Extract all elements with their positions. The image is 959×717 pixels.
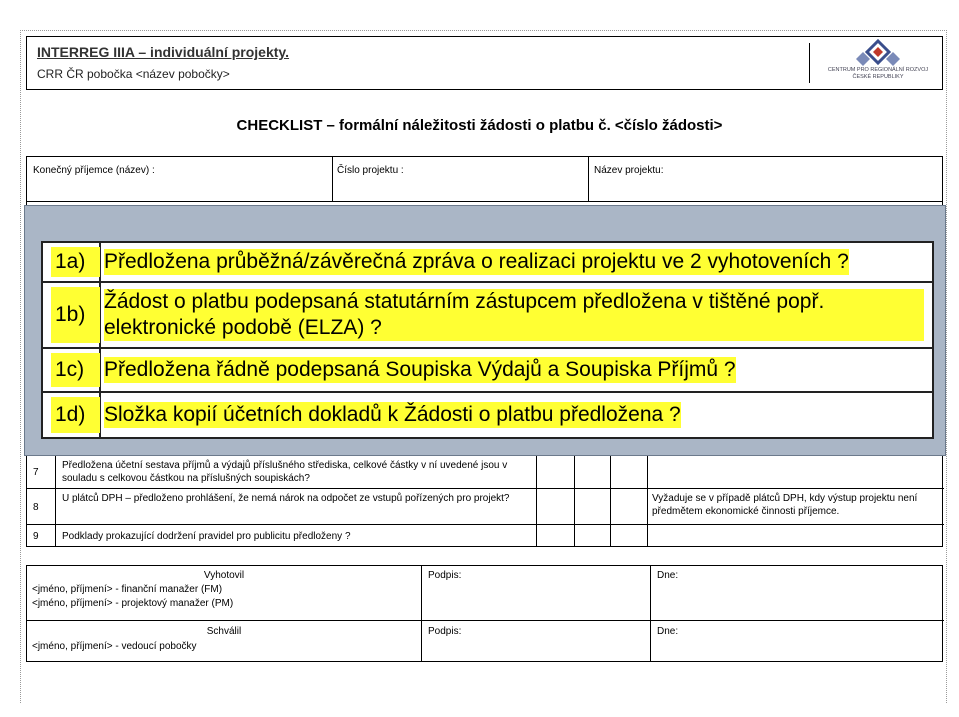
sig-row-line — [27, 620, 944, 621]
sig-col-2 — [650, 566, 651, 661]
item-number: 1a) — [51, 247, 100, 277]
info-divider-2 — [588, 157, 589, 201]
item-text-span: Žádost o platbu podepsaná statutárním zástupcem předložena v tištěné popř. elektronické podobě (ELZA) ? — [104, 289, 924, 341]
item-number: 1c) — [51, 353, 100, 387]
date-label-1: Dne: — [657, 570, 679, 581]
logo-text: CENTRUM PRO REGIONÁLNÍ ROZVOJ ČESKÉ REPUBLIKY — [827, 67, 929, 80]
approved-head: <jméno, příjmení> - vedoucí pobočky — [32, 641, 197, 652]
page-border-top — [20, 30, 947, 31]
highlight-row-1a — [43, 243, 932, 283]
prepared-pm: <jméno, příjmení> - projektový manažer (PM) — [32, 598, 234, 609]
row-line-2 — [27, 524, 944, 525]
highlight-row-1c — [43, 349, 932, 393]
header-subtitle: CRR ČR pobočka <název pobočky> — [37, 67, 230, 81]
approved-by-label: Schválil — [206, 626, 242, 637]
date-label-2: Dne: — [657, 626, 679, 637]
col-line-c — [610, 456, 611, 546]
crr-logo-icon — [823, 39, 933, 69]
info-row — [26, 156, 943, 202]
highlight-overlay — [24, 205, 946, 456]
item-text — [104, 287, 924, 343]
highlight-row-1d — [43, 393, 932, 437]
info-divider-1 — [332, 157, 333, 201]
project-number-label: Číslo projektu : — [337, 165, 404, 176]
item-text-span: Předložena řádně podepsaná Soupiska Výdajů a Soupiska Příjmů ? — [104, 358, 736, 381]
prepared-by-label: Vyhotovil — [203, 570, 245, 581]
signature-table — [26, 565, 943, 662]
item-text — [104, 353, 924, 387]
prepared-fm: <jméno, příjmení> - finanční manažer (FM) — [32, 584, 223, 595]
checklist-table — [26, 456, 943, 547]
row-9-text: Podklady prokazující dodržení pravidel pro publicitu předloženy ? — [62, 531, 351, 542]
row-line-1 — [27, 488, 944, 489]
row-8-number: 8 — [33, 502, 39, 513]
item-text-span: Složka kopií účetních dokladů k Žádosti o platbu předložena ? — [104, 403, 681, 426]
col-line-a — [536, 456, 537, 546]
col-line-num — [55, 456, 56, 546]
signature-label-1: Podpis: — [428, 570, 462, 581]
recipient-label: Konečný příjemce (název) : — [33, 165, 155, 176]
row-7-text: Předložena účetní sestava příjmů a výdajů příslušného střediska, celkové částky v ní uvedené jsou v souladu s celkovou částkou na příslušných soupiskách? — [62, 460, 508, 484]
project-name-label: Název projektu: — [594, 165, 664, 176]
item-text-span: Předložena průběžná/závěrečná zpráva o realizaci projektu ve 2 vyhotoveních ? — [104, 250, 849, 273]
row-9-number: 9 — [33, 531, 39, 542]
highlight-row-1b — [43, 283, 932, 349]
checklist-title: CHECKLIST – formální náležitosti žádosti o platbu č. <číslo žádosti> — [236, 117, 723, 134]
crr-logo — [823, 39, 933, 87]
item-number: 1d) — [51, 397, 100, 433]
sig-col-1 — [421, 566, 422, 661]
signature-label-2: Podpis: — [428, 626, 462, 637]
row-8-note: Vyžaduje se v případě plátců DPH, kdy výstup projektu není předmětem ekonomické činnosti příjemce. — [652, 493, 918, 517]
col-line-b — [574, 456, 575, 546]
row-7-number: 7 — [33, 467, 39, 478]
item-text — [104, 247, 924, 277]
item-number: 1b) — [51, 287, 100, 343]
header-title: INTERREG IIIA – individuální projekty. — [37, 44, 290, 60]
col-line-d — [647, 456, 648, 546]
header-divider — [809, 43, 810, 83]
document-header — [26, 36, 943, 90]
item-text — [104, 397, 924, 433]
highlight-table — [41, 241, 934, 439]
row-8-text: U plátců DPH – předloženo prohlášení, že nemá nárok na odpočet ze vstupů pořízených pro projekt? — [62, 493, 510, 504]
